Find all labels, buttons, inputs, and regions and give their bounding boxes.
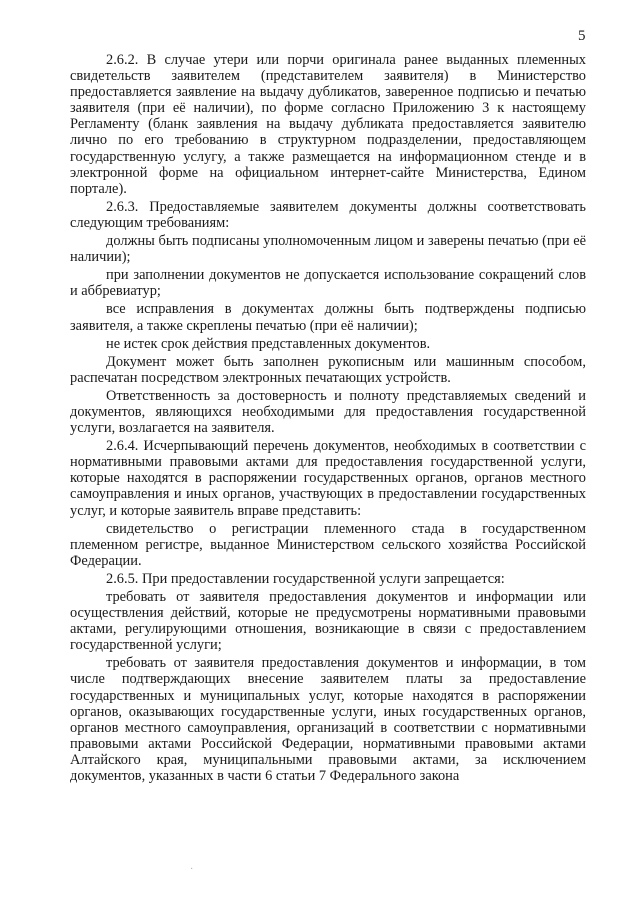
paragraph-filling-method: Документ может быть заполнен рукописным или машинным способом, распечатан посредством электронных печатающих устройств.	[70, 353, 586, 386]
scan-artifact: ·	[190, 864, 194, 875]
paragraph-certificate: свидетельство о регистрации племенного стада в государственном племенном регистре, выданное Министерством сельского хозяйства Российской Федерации.	[70, 520, 586, 569]
requirement-signed: должны быть подписаны уполномоченным лицом и заверены печатью (при её наличии);	[70, 233, 586, 266]
requirement-corrections: все исправления в документах должны быть подтверждены подписью заявителя, а также скреплены печатью (при её наличии);	[70, 301, 586, 334]
page-number: 5	[578, 28, 586, 44]
paragraph-responsibility: Ответственность за достоверность и полноту представляемых сведений и документов, являющихся необходимыми для предоставления государственной услуги, возлагается на заявителя.	[70, 387, 586, 437]
prohibition-extra-documents: требовать от заявителя предоставления документов и информации или осуществления действий, которые не предусмотрены нормативными правовыми актами, регулирующими отношения, возникающие в связи с предоставлением государственной услуги;	[70, 589, 586, 654]
paragraph-2-6-3: 2.6.3. Предоставляемые заявителем документы должны соответствовать следующим требованиям:	[70, 198, 586, 231]
paragraph-2-6-4: 2.6.4. Исчерпывающий перечень документов, необходимых в соответствии с нормативными правовыми актами для предоставления государственной услуги, которые находятся в распоряжении государственных органов, органов местного самоуправления и иных органов, участвующих в предоставлении государственных услуг, и которые заявитель вправе представить:	[70, 438, 586, 519]
requirement-no-abbreviations: при заполнении документов не допускается использование сокращений слов и аббревиатур;	[70, 267, 586, 300]
requirement-validity: не истек срок действия представленных документов.	[106, 335, 431, 352]
paragraph-2-6-2: 2.6.2. В случае утери или порчи оригинала ранее выданных племенных свидетельств заявителем (представителем заявителя) в Министерство предоставляется заявление на выдачу дубликатов, заверенное подписью и печатью заявителя (при её наличии), по форме согласно Приложению 3 к настоящему Регламенту (бланк заявления на выдачу дубликата предоставляется заявителю лично по его требованию в структурном подразделении, предоставляющем государственную услугу, а также размещается на информационном стенде и в электронной форме на официальном интернет-сайте Министерства, Едином портале).	[70, 52, 586, 197]
prohibition-available-documents: требовать от заявителя предоставления документов и информации, в том числе подтверждающих внесение заявителем платы за предоставление государственных и муниципальных услуг, которые находятся в распоряжении органов, оказывающих государственные услуги, иных государственных органов, органов местного самоуправления, организаций в соответствии с нормативными правовыми актами Российской Федерации, нормативными правовыми актами Алтайского края, муниципальными правовыми актами, за исключением документов, указанных в части 6 статьи 7 Федерального закона	[70, 655, 586, 785]
paragraph-2-6-5: 2.6.5. При предоставлении государственной услуги запрещается:	[106, 570, 505, 587]
document-body	[70, 52, 586, 786]
